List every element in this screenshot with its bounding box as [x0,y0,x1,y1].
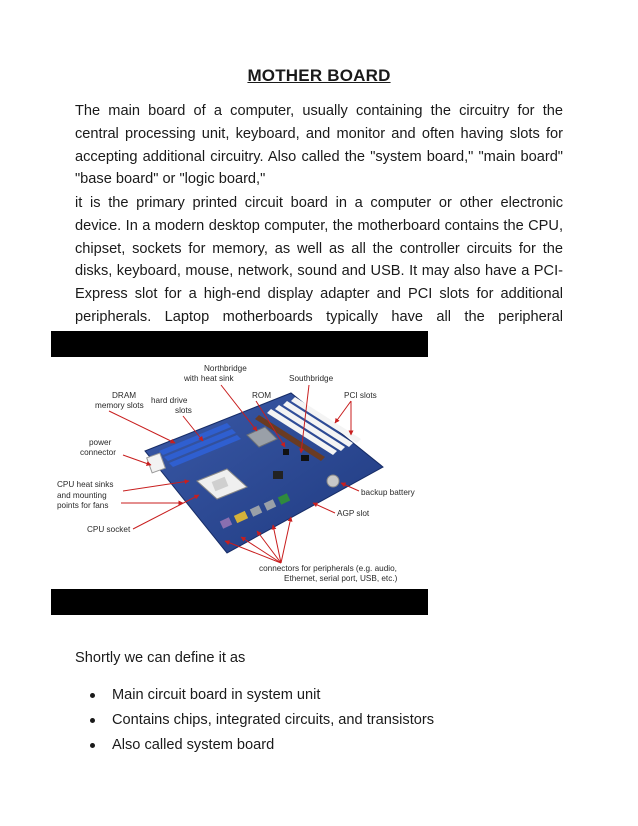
label-pci-slots: PCI slots [344,391,377,400]
list-item-text: Also called system board [112,737,275,753]
label-cpu-socket: CPU socket [87,525,131,534]
label-hard-drive-slots: slots [175,406,192,415]
list-item [75,683,434,708]
bullet-icon [90,693,95,698]
list-item [75,733,434,758]
motherboard-diagram [51,331,428,615]
bullet-icon [90,718,95,723]
label-southbridge: Southbridge [289,374,334,383]
label-dram: DRAM [112,391,137,400]
label-cpu-fan-points: points for fans [57,501,109,510]
list-item [75,708,434,733]
label-hard-drive: hard drive [151,396,188,405]
label-northbridge: Northbridge [204,364,247,373]
label-agp-slot: AGP slot [337,509,370,518]
label-rom: ROM [252,391,272,400]
label-northbridge-heatsink: with heat sink [184,374,234,383]
label-cpu-heat-sinks: CPU heat sinks [57,480,114,489]
label-dram-memory-slots: memory slots [95,401,144,410]
label-power: power [89,438,112,447]
motherboard-figure [51,331,428,615]
label-cpu-mounting: and mounting [57,491,107,500]
list-item-text: Main circuit board in system unit [112,687,321,703]
label-connectors-examples: Ethernet, serial port, USB, etc.) [284,574,398,583]
label-power-connector: connector [80,448,116,457]
description-paragraph: it is the primary printed circuit board in a computer or other electronic device. In a modern desktop computer, the motherboard contains the CPU, chipset, sockets for memory, as well as all the controller circuits for the disks, keyboard, mouse, network, sound and USB. It may also have a PCI-Express slot for a high-end display adapter and PCI slots for additional peripherals. Laptop motherboards typically have all the peripheral [75,195,563,325]
bullet-icon [90,743,95,748]
list-item-text: Contains chips, integrated circuits, and transistors [112,712,435,728]
label-connectors: connectors for peripherals (e.g. audio, [259,564,397,573]
definition-paragraph: The main board of a computer, usually containing the circuitry for the central processing unit, keyboard, and monitor and often having slots for accepting additional circuitry. Also called the "system board," "main board" "base board" or "logic board," [75,103,563,188]
definition-list [75,683,434,758]
define-intro: Shortly we can define it as [75,650,246,666]
page-title: MOTHER BOARD [247,66,391,85]
label-backup-battery: backup battery [361,488,415,497]
